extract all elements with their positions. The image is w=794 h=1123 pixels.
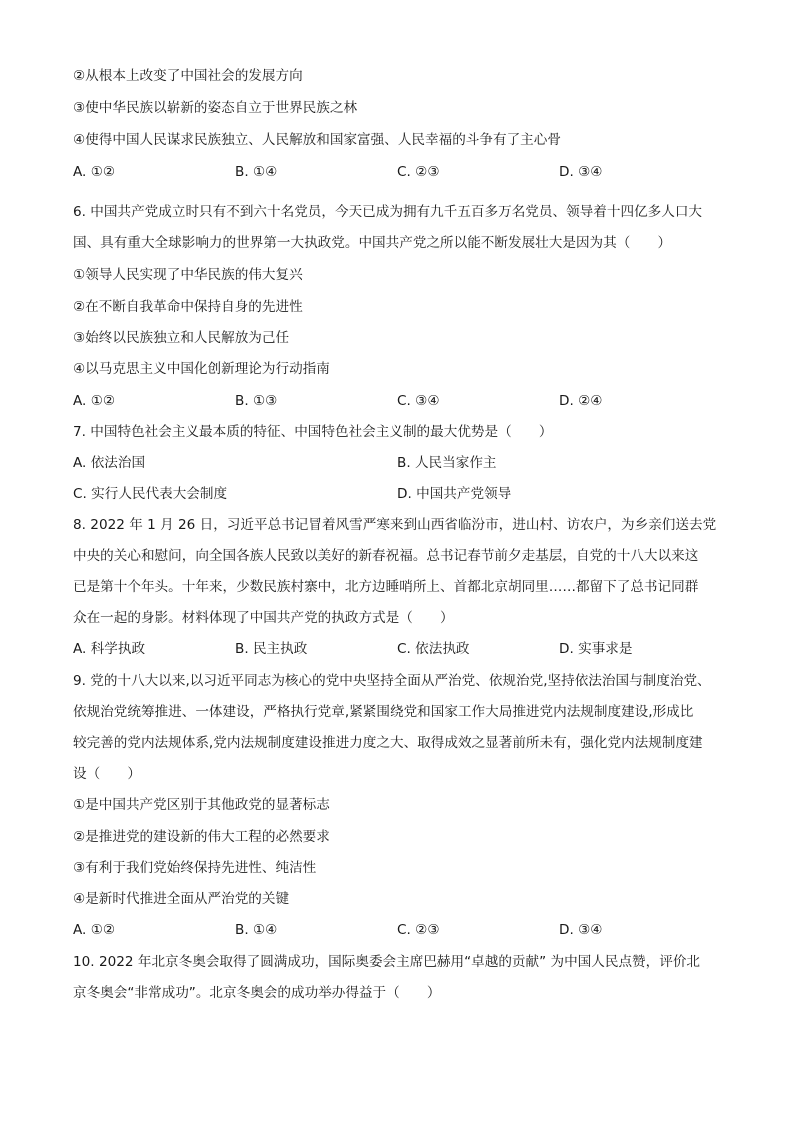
q5-option-a: A. ①② (73, 164, 116, 180)
q5-statement-3: ③使中华民族以崭新的姿态自立于世界民族之林 (73, 100, 358, 116)
q9-stem-line-2: 依规治党统筹推进、一体建设，严格执行党章,紧紧围绕党和国家工作大局推进党内法规制度建设,形成比 (73, 704, 694, 720)
q7-stem: 7. 中国特色社会主义最本质的特征、中国特色社会主义制的最大优势是（ ） (73, 424, 553, 440)
q9-option-a: A. ①② (73, 922, 116, 938)
q9-option-b: B. ①④ (235, 922, 278, 938)
q5-options (73, 163, 733, 181)
q8-option-c: C. 依法执政 (397, 641, 470, 657)
q5-statement-2: ②从根本上改变了中国社会的发展方向 (73, 68, 303, 84)
q8-stem-line-1: 8. 2022 年 1 月 26 日，习近平总书记冒着风雪严寒来到山西省临汾市，进山村、访农户，为乡亲们送去党 (73, 517, 717, 533)
q9-option-d: D. ③④ (559, 922, 603, 938)
q9-statement-1: ①是中国共产党区别于其他政党的显著标志 (73, 797, 330, 813)
q9-statement-3: ③有利于我们党始终保持先进性、纯洁性 (73, 860, 317, 876)
q9-statement-2: ②是推进党的建设新的伟大工程的必然要求 (73, 829, 330, 845)
q8-option-d: D. 实事求是 (559, 641, 633, 657)
q7-options-row-2 (73, 485, 733, 503)
q6-statement-2: ②在不断自我革命中保持自身的先进性 (73, 299, 303, 315)
q6-option-c: C. ③④ (397, 393, 440, 409)
q8-stem-line-4: 众在一起的身影。材料体现了中国共产党的执政方式是（ ） (73, 610, 454, 626)
q8-option-a: A. 科学执政 (73, 641, 146, 657)
q6-statement-4: ④以马克思主义中国化创新理论为行动指南 (73, 361, 330, 377)
q6-option-d: D. ②④ (559, 393, 603, 409)
q8-options (73, 640, 733, 658)
q5-option-d: D. ③④ (559, 164, 603, 180)
q7-option-d: D. 中国共产党领导 (397, 486, 512, 502)
q7-option-c: C. 实行人民代表大会制度 (73, 486, 228, 502)
q8-stem-line-2: 中央的关心和慰问，向全国各族人民致以美好的新春祝福。总书记春节前夕走基层，自党的十八大以来这 (73, 548, 699, 564)
q9-option-c: C. ②③ (397, 922, 440, 938)
q9-stem-line-4: 设（ ） (73, 766, 141, 782)
q8-stem-line-3: 已是第十个年头。十年来，少数民族村寨中，北方边睡哨所上、首都北京胡同里……都留下了总书记同群 (73, 579, 699, 595)
q5-option-b: B. ①④ (235, 164, 278, 180)
q10-stem-line-1: 10. 2022 年北京冬奥会取得了圆满成功，国际奥委会主席巴赫用“卓越的贡献” 为中国人民点赞，评价北 (73, 954, 701, 970)
q9-statement-4: ④是新时代推进全面从严治党的关键 (73, 891, 290, 907)
q5-statement-4: ④使得中国人民谋求民族独立、人民解放和国家富强、人民幸福的斗争有了主心骨 (73, 132, 561, 148)
q6-stem-line-1: 6. 中国共产党成立时只有不到六十名党员，今天已成为拥有九千五百多万名党员、领导着十四亿多人口大 (73, 204, 703, 220)
q7-option-a: A. 依法治国 (73, 455, 146, 471)
q6-options (73, 392, 733, 410)
q7-option-b: B. 人民当家作主 (397, 455, 497, 471)
q9-stem-line-1: 9. 党的十八大以来,以习近平同志为核心的党中央坚持全面从严治党、依规治党,坚持依法治国与制度治党、 (73, 673, 711, 689)
q7-options-row-1 (73, 454, 733, 472)
q10-stem-line-2: 京冬奥会“非常成功”。北京冬奥会的成功举办得益于（ ） (73, 985, 441, 1001)
q6-statement-3: ③始终以民族独立和人民解放为己任 (73, 330, 290, 346)
q6-statement-1: ①领导人民实现了中华民族的伟大复兴 (73, 267, 303, 283)
q6-option-a: A. ①② (73, 393, 116, 409)
q6-option-b: B. ①③ (235, 393, 278, 409)
q9-options (73, 921, 733, 939)
q8-option-b: B. 民主执政 (235, 641, 308, 657)
q5-option-c: C. ②③ (397, 164, 440, 180)
q6-stem-line-2: 国、具有重大全球影响力的世界第一大执政党。中国共产党之所以能不断发展壮大是因为其（ ） (73, 235, 672, 251)
q9-stem-line-3: 较完善的党内法规体系,党内法规制度建设推进力度之大、取得成效之显著前所未有，强化党内法规制度建 (73, 735, 703, 751)
